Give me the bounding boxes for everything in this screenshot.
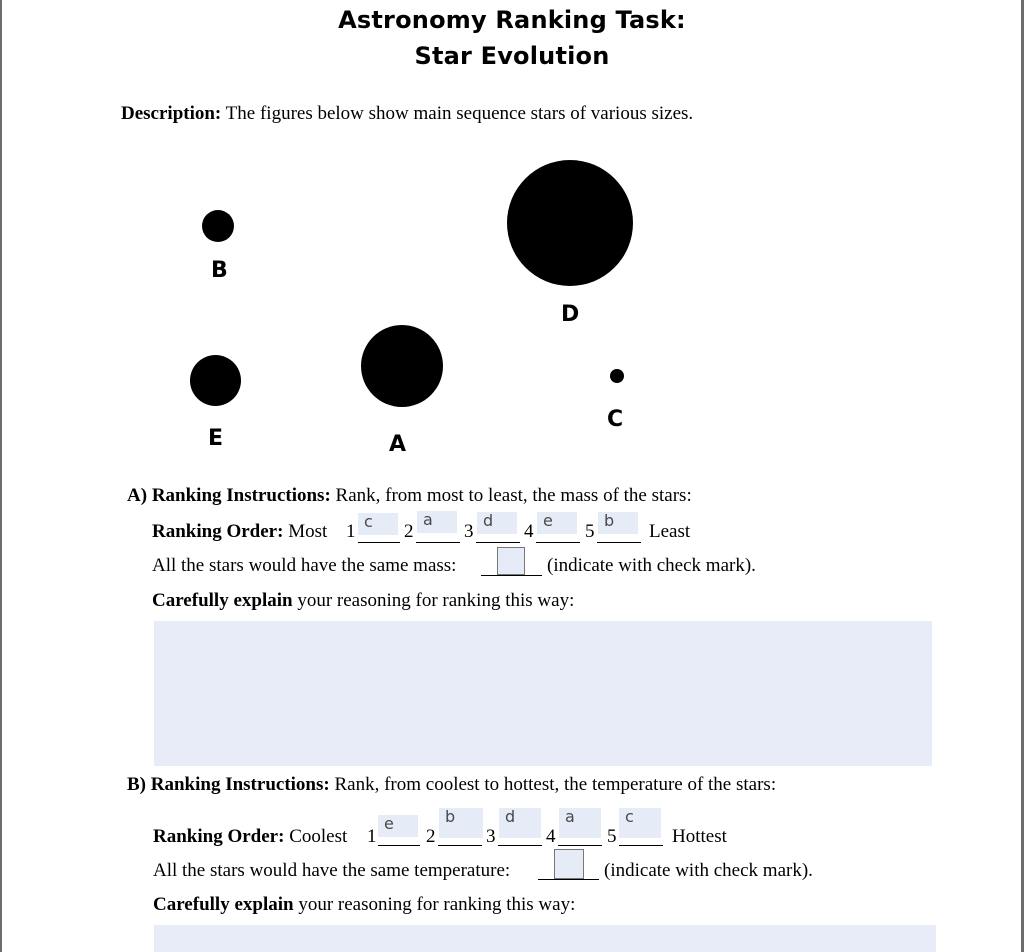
explain-bold-a: Carefully explain	[152, 590, 293, 611]
star-label-c: C	[607, 407, 624, 432]
rank-number-b4: 4	[546, 826, 556, 847]
rank-answer-a3[interactable]: d	[477, 512, 517, 534]
section-a-order-label	[152, 521, 327, 543]
section-a-heading	[127, 485, 692, 507]
description-label: Description:	[121, 103, 222, 124]
order-start-label-b: Coolest	[289, 826, 348, 847]
star-label-a: A	[389, 432, 407, 457]
same-mass-text: All the stars would have the same mass:	[152, 555, 457, 576]
section-a-instructions-label: Ranking Instructions:	[151, 485, 331, 506]
explain-prompt-a	[152, 590, 574, 612]
rank-answer-b4[interactable]: a	[559, 808, 601, 838]
same-temperature-text: All the stars would have the same temperature:	[153, 860, 511, 881]
section-a-instructions-text: Rank, from most to least, the mass of the stars:	[335, 485, 692, 506]
rank-answer-b5[interactable]: c	[619, 808, 661, 838]
section-b-order-label	[153, 826, 347, 848]
rank-answer-b1[interactable]: e	[378, 815, 418, 837]
rank-number-b5: 5	[607, 826, 617, 847]
star-e	[190, 355, 241, 406]
rank-number-a4: 4	[524, 521, 534, 542]
rank-number-a1: 1	[346, 521, 356, 542]
star-a	[361, 325, 443, 407]
description	[121, 103, 693, 125]
rank-number-a2: 2	[404, 521, 414, 542]
section-b-letter: B)	[127, 774, 146, 795]
section-b-instructions-label: Ranking Instructions:	[150, 774, 330, 795]
rank-answer-a1[interactable]: c	[358, 513, 398, 535]
order-end-label-a: Least	[649, 521, 691, 542]
rank-answer-b3[interactable]: d	[499, 808, 541, 838]
section-b-heading	[127, 774, 776, 796]
star-b	[202, 210, 234, 242]
order-label: Ranking Order:	[152, 521, 284, 542]
rank-number-b3: 3	[486, 826, 496, 847]
description-text: The figures below show main sequence stars of various sizes.	[221, 103, 694, 124]
rank-number-b2: 2	[426, 826, 436, 847]
rank-answer-a4[interactable]: e	[537, 512, 577, 534]
same-mass-checkbox[interactable]	[497, 547, 525, 575]
same-temperature-checkbox[interactable]	[554, 849, 584, 879]
order-label-b: Ranking Order:	[153, 826, 285, 847]
order-end-label-b: Hottest	[672, 826, 727, 847]
star-label-b: B	[211, 258, 228, 283]
order-start-label: Most	[288, 521, 328, 542]
section-b-instructions-text: Rank, from coolest to hottest, the temperature of the stars:	[334, 774, 777, 795]
rank-answer-a2[interactable]: a	[417, 511, 457, 533]
star-label-e: E	[208, 426, 224, 451]
rank-answer-a5[interactable]: b	[598, 512, 638, 534]
star-d	[507, 160, 633, 286]
explanation-field-a[interactable]	[154, 621, 932, 766]
rank-number-a5: 5	[585, 521, 595, 542]
rank-answer-b2[interactable]: b	[439, 808, 483, 838]
same-mass-indicate: (indicate with check mark).	[547, 555, 756, 576]
rank-number-b1: 1	[367, 826, 377, 847]
star-c	[610, 369, 624, 383]
explain-prompt-b	[153, 894, 575, 916]
explain-text-a: your reasoning for ranking this way:	[292, 590, 575, 611]
star-label-d: D	[561, 302, 580, 327]
same-temperature-indicate: (indicate with check mark).	[604, 860, 813, 881]
page-edge-left	[0, 0, 2, 952]
explain-text-b: your reasoning for ranking this way:	[293, 894, 576, 915]
explain-bold-b: Carefully explain	[153, 894, 294, 915]
section-a-letter: A)	[127, 485, 148, 506]
worksheet-title-line2: Star Evolution	[414, 42, 610, 70]
explanation-field-b[interactable]	[154, 925, 936, 952]
rank-number-a3: 3	[464, 521, 474, 542]
worksheet-title-line1: Astronomy Ranking Task:	[338, 6, 686, 34]
